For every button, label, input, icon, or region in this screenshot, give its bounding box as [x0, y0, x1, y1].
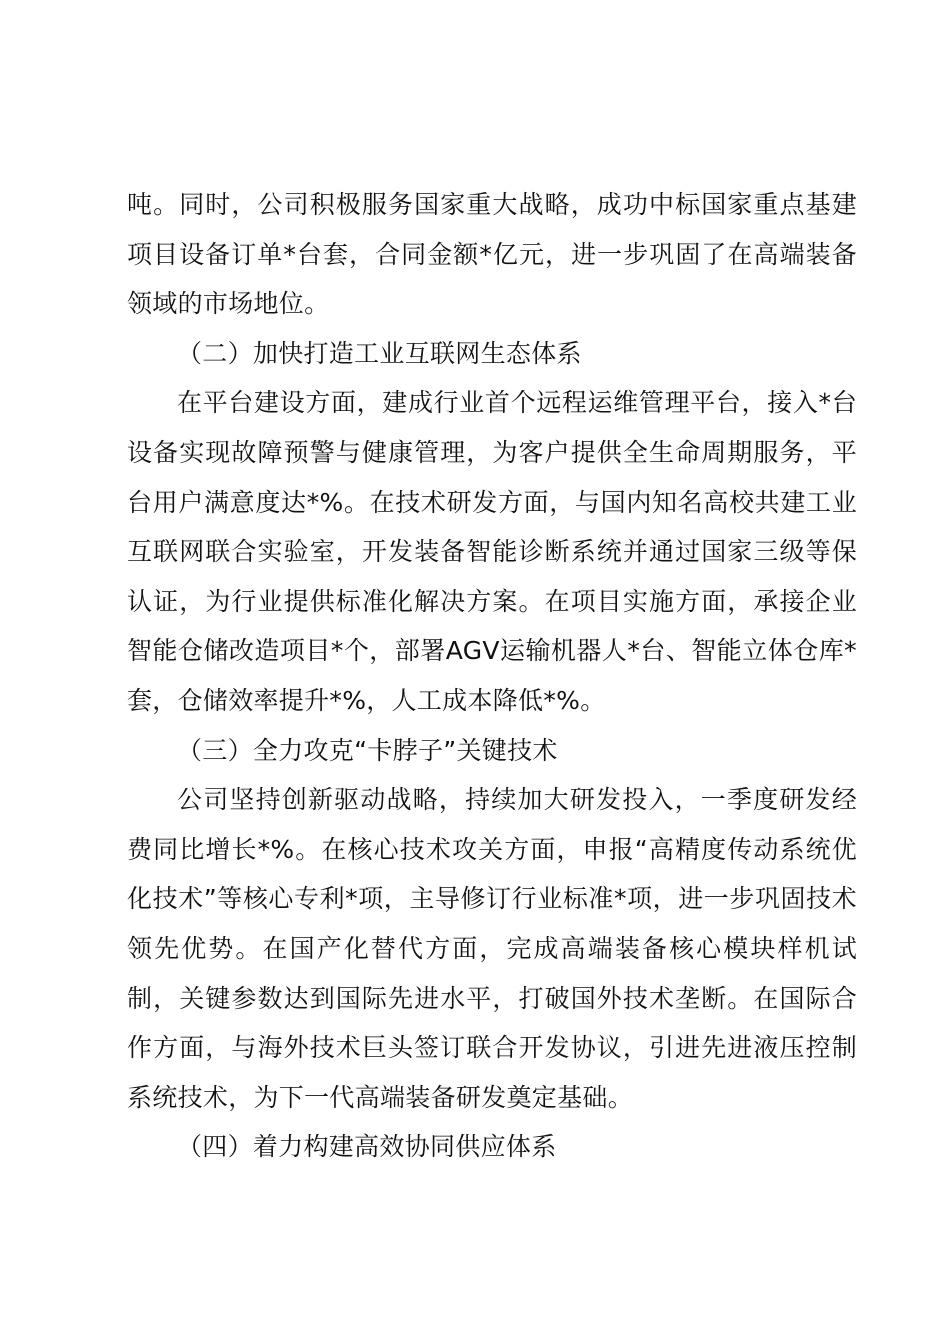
section-heading-4: （四）着力构建高效协同供应体系 — [177, 1132, 557, 1162]
paragraph-key-technology: 公司坚持创新驱动战略，持续加大研发投入，一季度研发经费同比增长*%。在核心技术攻关方面，申报“高精度传动系统优化技术”等核心专利*项，主导修订行业标准*项，进一步巩固技术领先优势。在国产化替代方面，完成高端装备核心模块样机试制，关键参数达到国际先进水平，打破国外技术垄断。在国际合作方面，与海外技术巨头签订联合开发协议，引进先进液压控制系统技术，为下一代高端装备研发奠定基础。 — [127, 785, 857, 1112]
section-heading-2: （二）加快打造工业互联网生态体系 — [177, 338, 582, 368]
paragraph-continuation: 吨。同时，公司积极服务国家重大战略，成功中标国家重点基建项目设备订单*台套，合同金额*亿元，进一步巩固了在高端装备领域的市场地位。 — [127, 190, 857, 319]
section-heading-3: （三）全力攻克“卡脖子”关键技术 — [177, 735, 558, 765]
paragraph-industrial-internet: 在平台建设方面，建成行业首个远程运维管理平台，接入*台设备实现故障预警与健康管理，为客户提供全生命周期服务，平台用户满意度达*%。在技术研发方面，与国内知名高校共建工业互联网联合实验室，开发装备智能诊断系统并通过国家三级等保认证，为行业提供标准化解决方案。在项目实施方面，承接企业智能仓储改造项目*个，部署AGV运输机器人*台、智能立体仓库*套，仓储效率提升*%，人工成本降低*%。 — [127, 388, 857, 715]
document-body — [127, 180, 857, 1172]
